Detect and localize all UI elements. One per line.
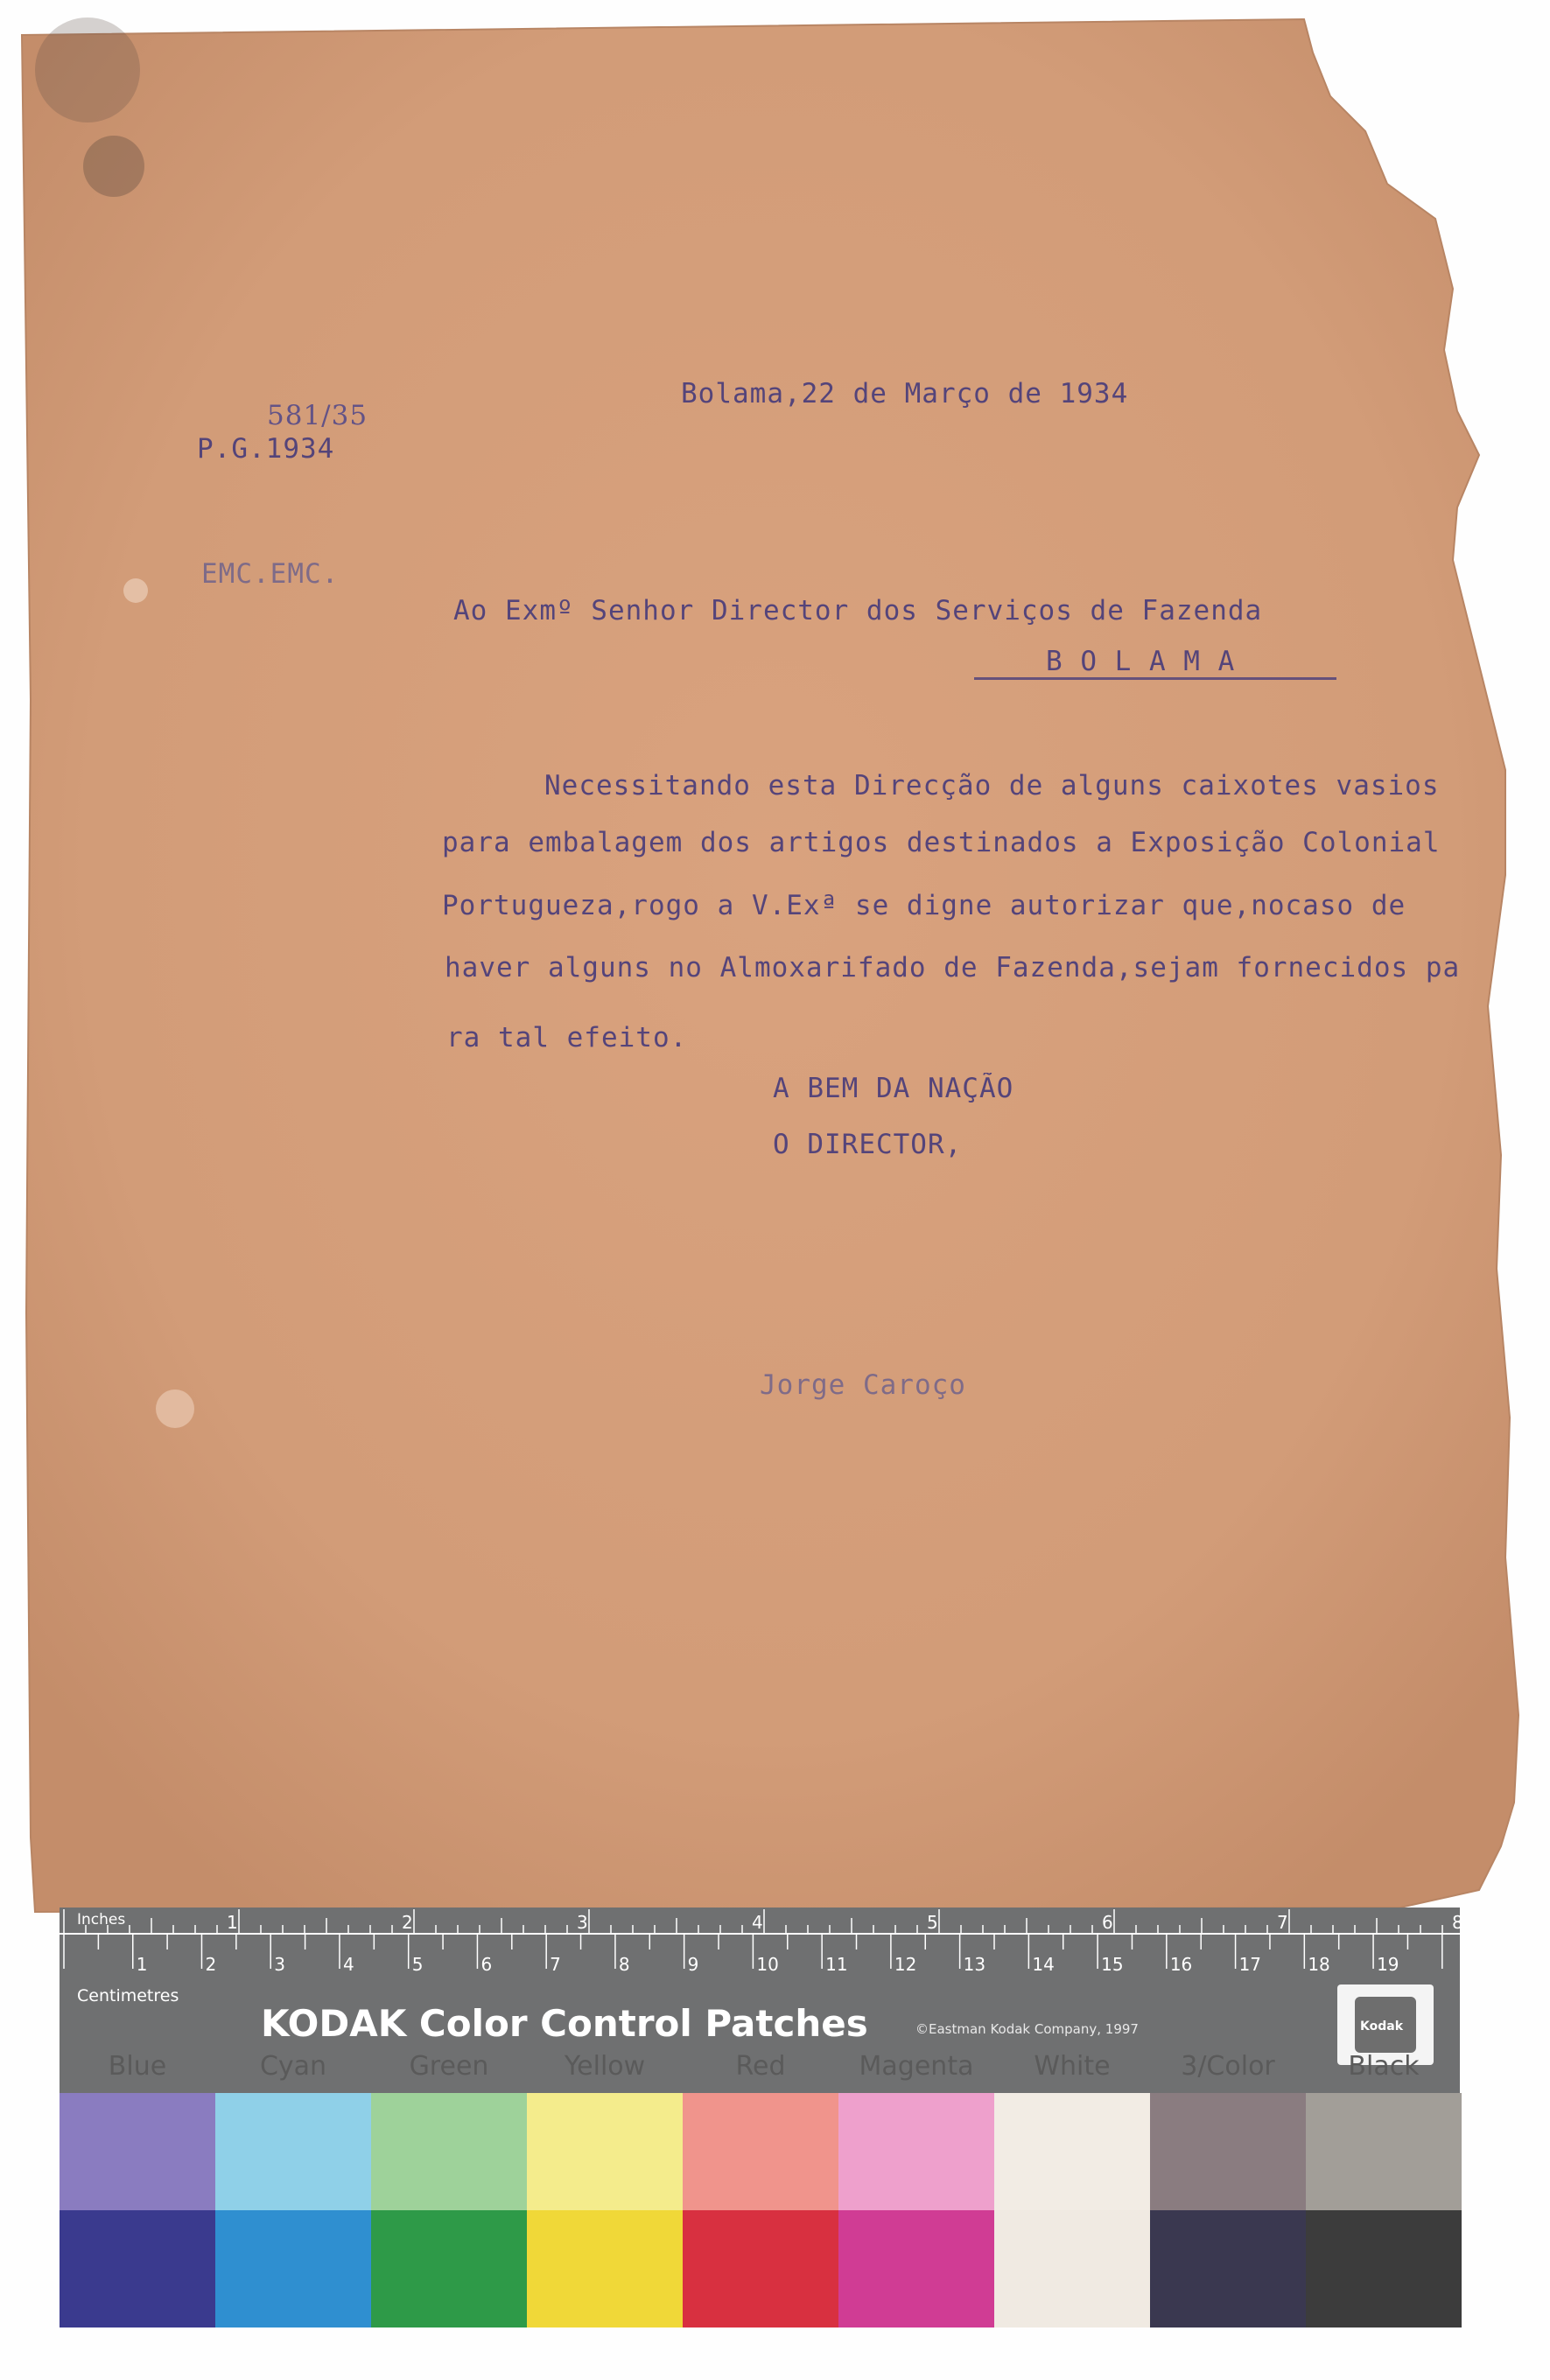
body-line-5: ra tal efeito. xyxy=(446,1022,688,1054)
patch-label-blue: Blue xyxy=(108,2051,167,2082)
cm-number: 14 xyxy=(1032,1954,1055,1975)
cm-number: 5 xyxy=(411,1954,424,1975)
patch-light-magenta xyxy=(838,2093,994,2210)
patch-label-3-color: 3/Color xyxy=(1181,2051,1275,2082)
patch-light-white xyxy=(994,2093,1150,2210)
patch-dark-yellow xyxy=(527,2210,683,2328)
patch-dark-white xyxy=(994,2210,1150,2328)
cm-number: 1 xyxy=(136,1954,148,1975)
patch-light-black xyxy=(1306,2093,1462,2210)
body-line-3: Portugueza,rogo a V.Exª se digne autorizar que,nocaso de xyxy=(442,890,1406,921)
patch-dark-red xyxy=(683,2210,838,2328)
signatory-title: O DIRECTOR, xyxy=(773,1129,963,1160)
kodak-logo: Kodak xyxy=(1337,1984,1434,2065)
cm-number: 19 xyxy=(1377,1954,1399,1975)
patch-dark-blue xyxy=(60,2210,215,2328)
patch-light-3-color xyxy=(1150,2093,1306,2210)
addressee-line: Ao Exmº Senhor Director dos Serviços de Fazenda xyxy=(453,595,1263,626)
cm-number: 15 xyxy=(1101,1954,1124,1975)
body-line-1: Necessitando esta Direcção de alguns caixotes vasios xyxy=(544,770,1440,802)
inch-number: 5 xyxy=(927,1912,938,1933)
inch-number: 7 xyxy=(1277,1912,1288,1933)
centimetres-label: Centimetres xyxy=(77,1986,179,2006)
reference-code: P.G.1934 xyxy=(197,433,335,465)
patch-dark-magenta xyxy=(838,2210,994,2328)
cm-number: 3 xyxy=(274,1954,285,1975)
inch-number: 6 xyxy=(1102,1912,1113,1933)
cm-number: 18 xyxy=(1308,1954,1330,1975)
addressee-place: B O L A M A xyxy=(1046,646,1236,677)
patch-label-cyan: Cyan xyxy=(259,2051,327,2082)
patch-label-green: Green xyxy=(409,2051,489,2082)
reference-number: 581/35 xyxy=(267,400,368,431)
kodak-color-control-target xyxy=(60,1908,1463,2328)
kodak-title: KODAK Color Control Patches xyxy=(261,2002,868,2045)
inches-label: Inches xyxy=(77,1911,126,1928)
patch-label-black: Black xyxy=(1348,2051,1420,2082)
body-line-4: haver alguns no Almoxarifado de Fazenda,sejam fornecidos pa xyxy=(445,952,1461,984)
patch-label-red: Red xyxy=(735,2051,786,2082)
patch-light-cyan xyxy=(215,2093,371,2210)
patch-light-red xyxy=(683,2093,838,2210)
patch-dark-green xyxy=(371,2210,527,2328)
measurement-ruler xyxy=(60,1908,1463,1986)
addressee-place-underline xyxy=(974,677,1336,680)
inch-number: 3 xyxy=(577,1912,588,1933)
patch-labels xyxy=(60,2051,1460,2086)
cm-number: 9 xyxy=(687,1954,699,1975)
inch-number: 2 xyxy=(402,1912,413,1933)
cm-number: 4 xyxy=(342,1954,354,1975)
patch-label-white: White xyxy=(1034,2051,1111,2082)
patch-dark-3-color xyxy=(1150,2210,1306,2328)
patch-dark-black xyxy=(1306,2210,1462,2328)
kodak-copyright: ©Eastman Kodak Company, 1997 xyxy=(915,2021,1139,2037)
patch-label-yellow: Yellow xyxy=(564,2051,646,2082)
patch-light-blue xyxy=(60,2093,215,2210)
typist-initials: EMC.EMC. xyxy=(201,558,340,590)
cm-number: 12 xyxy=(894,1954,917,1975)
cm-number: 8 xyxy=(618,1954,630,1975)
cm-number: 16 xyxy=(1169,1954,1193,1975)
inch-number: 4 xyxy=(752,1912,763,1933)
cm-number: 6 xyxy=(480,1954,493,1975)
cm-number: 10 xyxy=(756,1954,779,1975)
closing-formula: A BEM DA NAÇÃO xyxy=(773,1073,1014,1104)
patch-light-green xyxy=(371,2093,527,2210)
cm-number: 13 xyxy=(963,1954,986,1975)
patch-label-magenta: Magenta xyxy=(859,2051,974,2082)
inch-number: 1 xyxy=(227,1912,238,1933)
cm-number: 2 xyxy=(205,1954,217,1975)
place-date-line: Bolama,22 de Março de 1934 xyxy=(681,378,1129,410)
cm-number: 7 xyxy=(550,1954,561,1975)
signatory-name: Jorge Caroço xyxy=(760,1369,966,1401)
inch-number: 8 xyxy=(1452,1912,1463,1933)
patch-light-yellow xyxy=(527,2093,683,2210)
body-line-2: para embalagem dos artigos destinados a Exposição Colonial xyxy=(442,827,1441,858)
cm-number: 11 xyxy=(825,1954,848,1975)
patch-dark-cyan xyxy=(215,2210,371,2328)
cm-number: 17 xyxy=(1238,1954,1262,1975)
